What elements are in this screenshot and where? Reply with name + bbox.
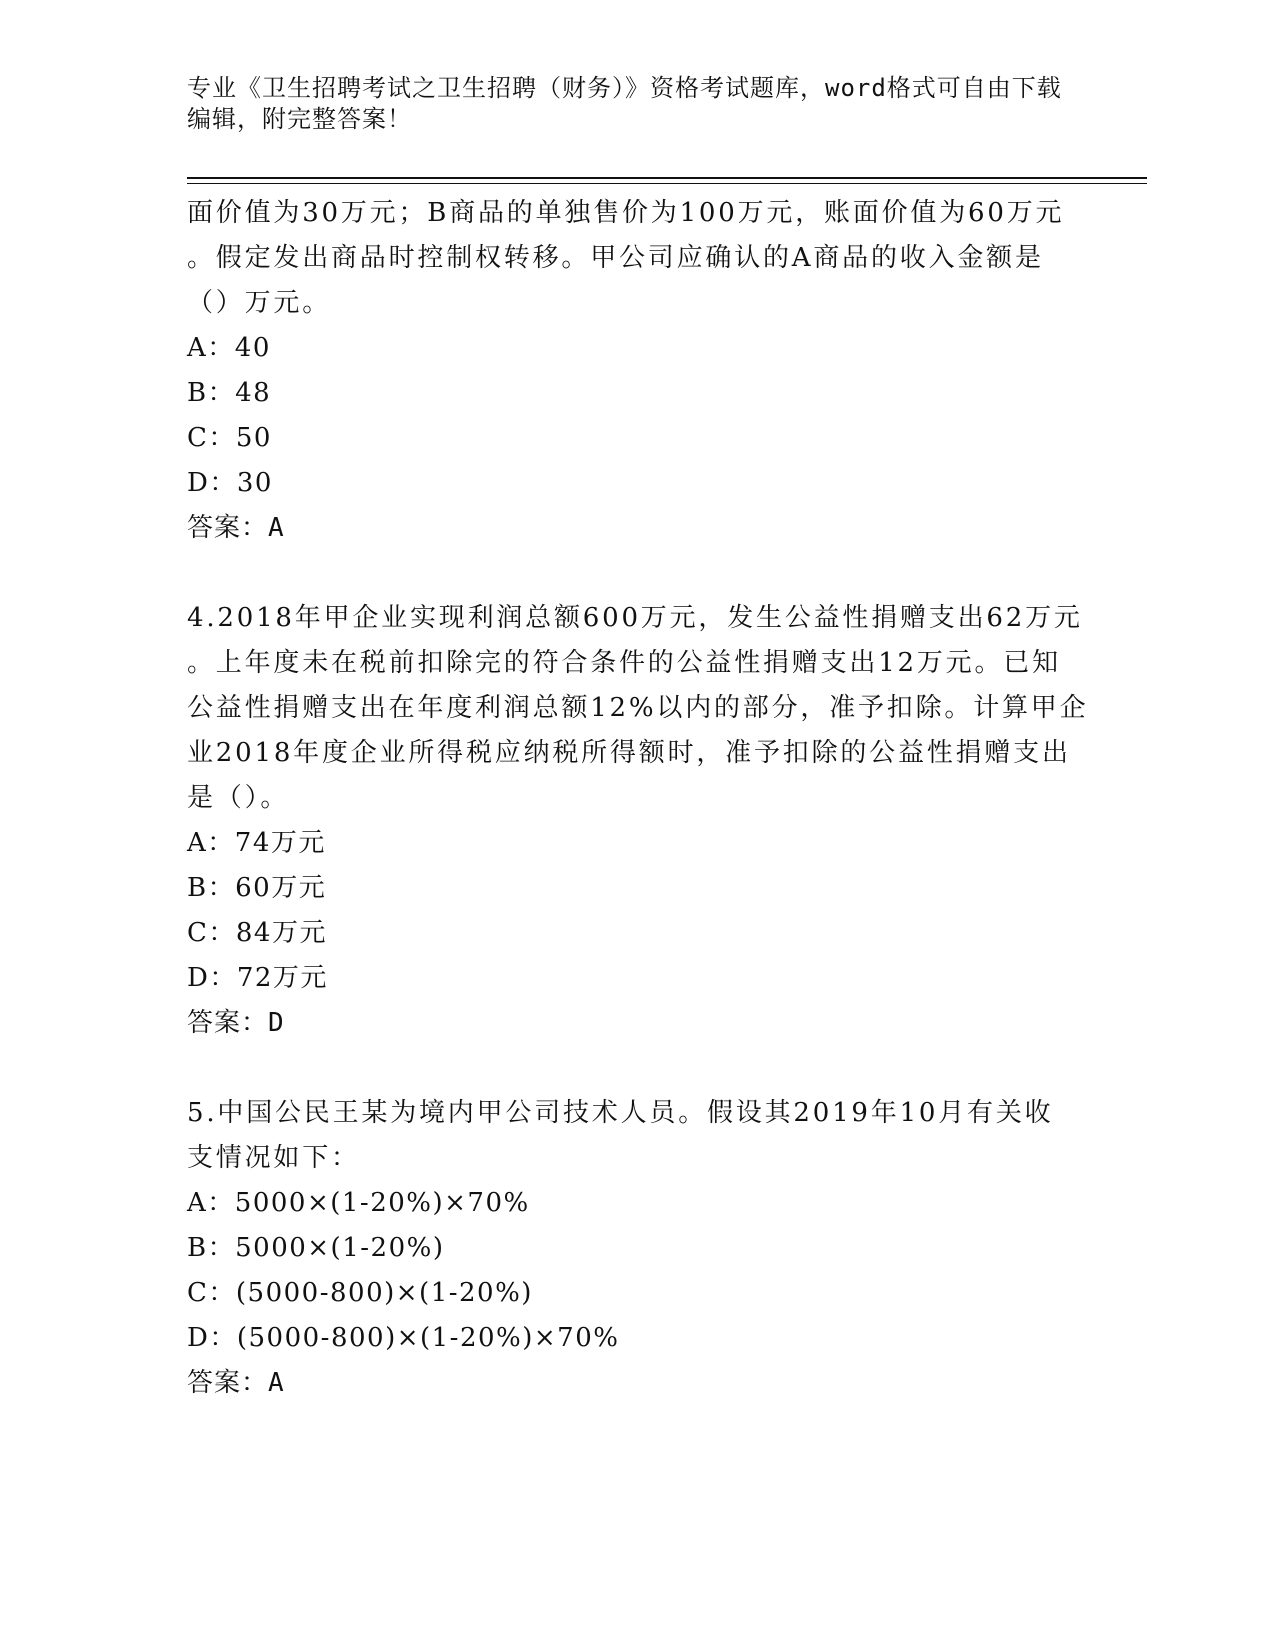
question-stem-line: 5.中国公民王某为境内甲公司技术人员。假设其2019年10月有关收 bbox=[187, 1098, 1054, 1128]
question-stem-line: 支情况如下： bbox=[187, 1143, 360, 1173]
option-b: B：5000×(1-20%) bbox=[187, 1233, 445, 1263]
question-stem-line: 公益性捐赠支出在年度利润总额12%以内的部分，准予扣除。计算甲企 bbox=[187, 693, 1089, 723]
option-c: C：50 bbox=[187, 423, 272, 453]
header-line: 专业《卫生招聘考试之卫生招聘（财务）》资格考试题库，word格式可自由下载 bbox=[187, 74, 1062, 102]
option-d: D：30 bbox=[187, 468, 273, 498]
question-stem-line: 。假定发出商品时控制权转移。甲公司应确认的A商品的收入金额是 bbox=[187, 243, 1044, 273]
question-stem-line: 。上年度未在税前扣除完的符合条件的公益性捐赠支出12万元。已知 bbox=[187, 648, 1061, 678]
question-block bbox=[187, 1091, 1087, 1406]
header-line: 编辑，附完整答案！ bbox=[187, 105, 412, 133]
question-block bbox=[187, 191, 1087, 551]
question-stem-line: 是（）。 bbox=[187, 783, 290, 813]
option-c: C：(5000-800)×(1-20%) bbox=[187, 1278, 533, 1308]
option-d: D：(5000-800)×(1-20%)×70% bbox=[187, 1323, 620, 1353]
question-stem-line: （）万元。 bbox=[187, 288, 332, 318]
question-list bbox=[187, 191, 1087, 1406]
question-block bbox=[187, 596, 1087, 1046]
question-stem-line: 面价值为30万元；B商品的单独售价为100万元，账面价值为60万元 bbox=[187, 198, 1065, 228]
question-stem-line: 4.2018年甲企业实现利润总额600万元，发生公益性捐赠支出62万元 bbox=[187, 603, 1083, 633]
option-a: A：40 bbox=[187, 333, 271, 363]
option-c: C：84万元 bbox=[187, 918, 327, 948]
spacer bbox=[187, 1046, 1087, 1091]
document-header bbox=[187, 73, 1087, 135]
header-divider-thick bbox=[187, 177, 1147, 179]
answer-line: 答案：A bbox=[187, 1368, 285, 1398]
question-stem-line: 业2018年度企业所得税应纳税所得额时，准予扣除的公益性捐赠支出 bbox=[187, 738, 1071, 768]
answer-line: 答案：D bbox=[187, 1008, 285, 1038]
option-a: A：74万元 bbox=[187, 828, 326, 858]
spacer bbox=[187, 551, 1087, 596]
header-divider-thin bbox=[187, 183, 1147, 184]
option-b: B：48 bbox=[187, 378, 272, 408]
answer-line: 答案：A bbox=[187, 513, 285, 543]
option-a: A：5000×(1-20%)×70% bbox=[187, 1188, 530, 1218]
option-d: D：72万元 bbox=[187, 963, 328, 993]
option-b: B：60万元 bbox=[187, 873, 327, 903]
